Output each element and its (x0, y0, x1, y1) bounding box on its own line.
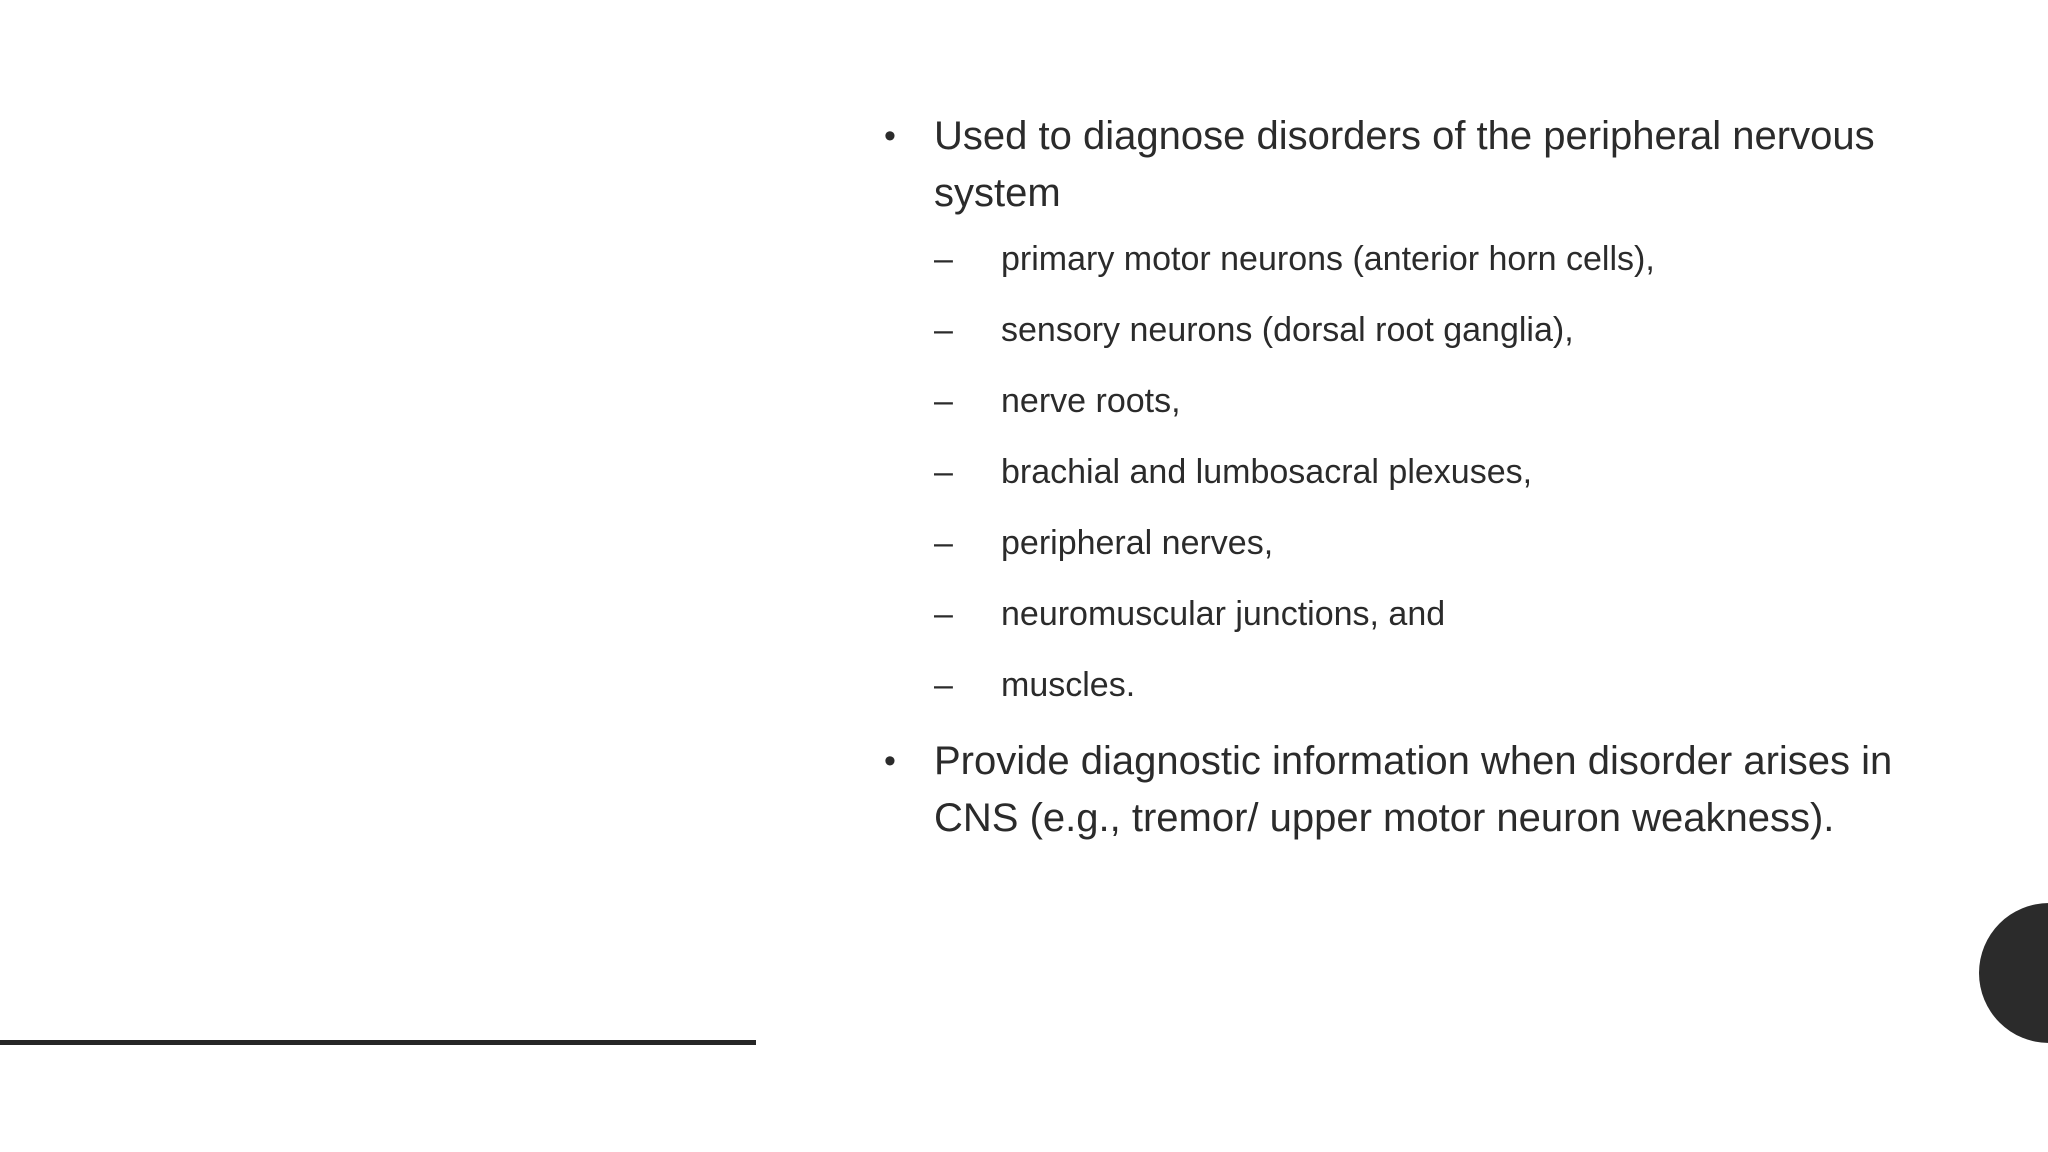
dash-marker: – (934, 453, 953, 491)
sub-bullet-item (934, 236, 1984, 282)
sub-bullet-list (934, 236, 1984, 708)
sub-bullet-item (934, 378, 1984, 424)
dash-marker: – (934, 240, 953, 278)
dash-marker: – (934, 382, 953, 420)
dash-marker: – (934, 524, 953, 562)
bullet-text: Provide diagnostic information when disorder arises in CNS (e.g., tremor/ upper motor neuron weakness). (934, 739, 1893, 840)
decorative-divider-line (0, 1040, 756, 1045)
bullet-text: Used to diagnose disorders of the peripheral nervous system (934, 114, 1875, 215)
sub-bullet-text: muscles. (1001, 666, 1136, 704)
bullet-item (884, 733, 1984, 847)
sub-bullet-text: sensory neurons (dorsal root ganglia), (1001, 311, 1574, 349)
sub-bullet-text: nerve roots, (1001, 382, 1181, 420)
sub-bullet-item (934, 307, 1984, 353)
bullet-item (884, 108, 1984, 708)
sub-bullet-item (934, 520, 1984, 566)
bullet-list (884, 108, 1984, 847)
decorative-circle (1979, 903, 2048, 1043)
sub-bullet-text: primary motor neurons (anterior horn cells), (1001, 240, 1655, 278)
dash-marker: – (934, 311, 953, 349)
sub-bullet-text: brachial and lumbosacral plexuses, (1001, 453, 1533, 491)
sub-bullet-text: peripheral nerves, (1001, 524, 1274, 562)
sub-bullet-item (934, 662, 1984, 708)
sub-bullet-item (934, 591, 1984, 637)
dash-marker: – (934, 666, 953, 704)
sub-bullet-text: neuromuscular junctions, and (1001, 595, 1446, 633)
sub-bullet-item (934, 449, 1984, 495)
bullet-marker: • (884, 117, 896, 155)
dash-marker: – (934, 595, 953, 633)
bullet-marker: • (884, 742, 896, 780)
